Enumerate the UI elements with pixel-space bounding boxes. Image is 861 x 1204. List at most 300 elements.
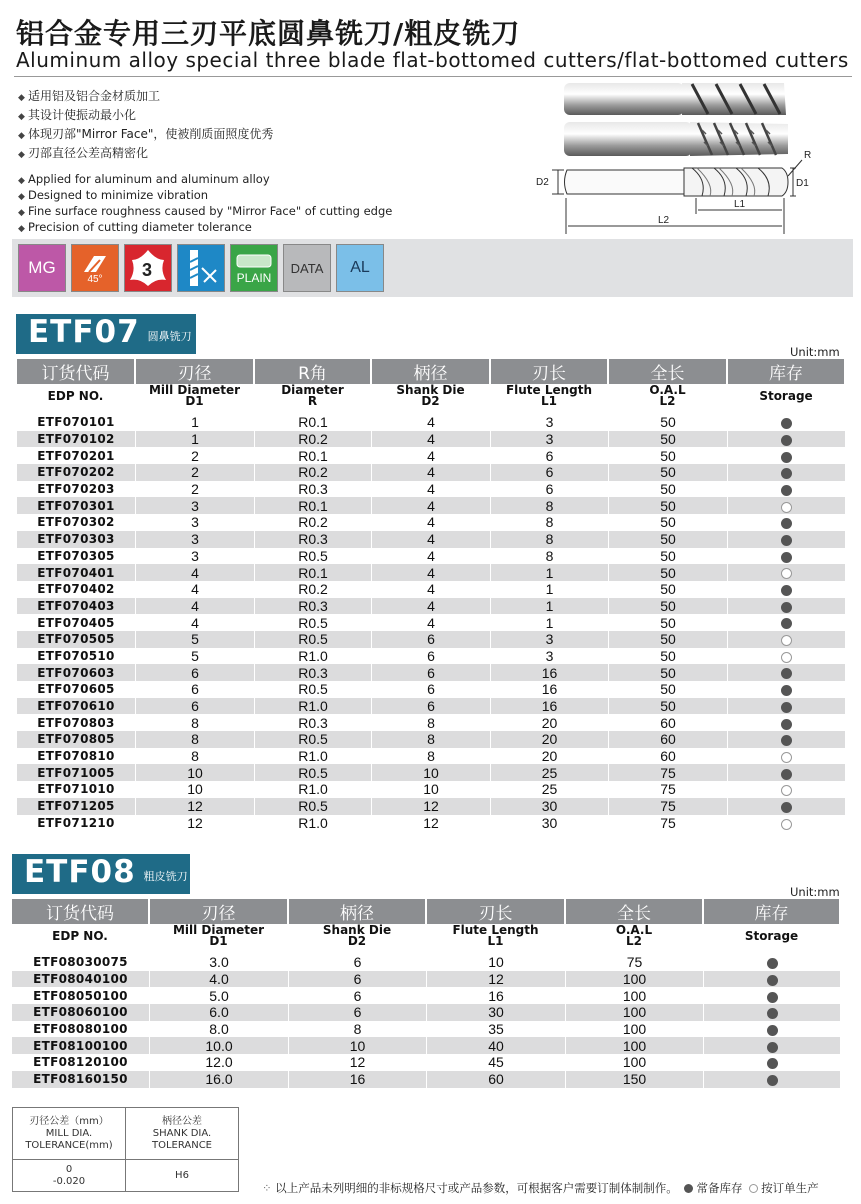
value-cell: 60 bbox=[427, 1071, 566, 1088]
value-cell: 2 bbox=[136, 447, 255, 464]
feature-list bbox=[18, 88, 518, 236]
footer-note: ⁘ 以上产品未列明细的非标规格尺寸或产品参数，可根据客户需要订制体制制作。 常备库存 按订单生产 bbox=[262, 1181, 819, 1195]
edp-cell: ETF08120100 bbox=[12, 1054, 150, 1071]
value-cell: 50 bbox=[609, 648, 728, 665]
value-cell: 4 bbox=[372, 481, 491, 498]
edp-cell: ETF08160150 bbox=[12, 1071, 150, 1088]
header-cn-cell: 柄径 bbox=[289, 899, 427, 924]
edp-cell: ETF070510 bbox=[17, 648, 136, 665]
storage-cell bbox=[728, 681, 846, 698]
table-row bbox=[17, 681, 846, 698]
table-row bbox=[12, 1054, 841, 1071]
in-stock-icon bbox=[767, 1058, 778, 1069]
table-header-cn bbox=[12, 899, 841, 924]
bullet-icon: ◆ bbox=[18, 150, 25, 160]
value-cell: 8 bbox=[372, 748, 491, 765]
value-cell: 1 bbox=[136, 431, 255, 448]
table-row bbox=[12, 987, 841, 1004]
table-row bbox=[17, 447, 846, 464]
storage-cell bbox=[728, 614, 846, 631]
edp-cell: ETF070505 bbox=[17, 631, 136, 648]
value-cell: 4 bbox=[372, 431, 491, 448]
value-cell: 4 bbox=[372, 497, 491, 514]
value-cell: 8 bbox=[136, 714, 255, 731]
etf07-section-line bbox=[16, 352, 196, 354]
header-cn-cell: 库存 bbox=[704, 899, 841, 924]
feature-item-en: ◆ Precision of cutting diameter tolerance bbox=[18, 220, 252, 234]
value-cell: 4 bbox=[372, 548, 491, 565]
etf08-subtitle: 粗皮铣刀 bbox=[143, 871, 188, 883]
header-en-cell: Flute Length L1 bbox=[427, 924, 566, 950]
storage-cell bbox=[728, 564, 846, 581]
made-to-order-icon bbox=[781, 819, 792, 830]
value-cell: 6 bbox=[491, 481, 609, 498]
table-row bbox=[12, 971, 841, 988]
value-cell: 5 bbox=[136, 648, 255, 665]
table-row bbox=[12, 1004, 841, 1021]
value-cell: 12 bbox=[372, 815, 491, 832]
value-cell: 50 bbox=[609, 481, 728, 498]
in-stock-icon bbox=[781, 485, 792, 496]
value-cell: R0.3 bbox=[255, 531, 372, 548]
value-cell: R0.3 bbox=[255, 598, 372, 615]
etf08-section-line bbox=[12, 892, 190, 894]
in-stock-icon bbox=[781, 618, 792, 629]
edp-cell: ETF08040100 bbox=[12, 971, 150, 988]
tolerance-table bbox=[12, 1107, 239, 1192]
edp-cell: ETF070305 bbox=[17, 548, 136, 565]
value-cell: 4 bbox=[372, 581, 491, 598]
table-row bbox=[17, 664, 846, 681]
value-cell: 50 bbox=[609, 514, 728, 531]
in-stock-icon bbox=[767, 1042, 778, 1053]
etf07-subtitle: 圆鼻铣刀 bbox=[147, 331, 192, 343]
value-cell: 10 bbox=[289, 1037, 427, 1054]
value-cell: 25 bbox=[491, 781, 609, 798]
value-cell: 60 bbox=[609, 748, 728, 765]
value-cell: 8 bbox=[289, 1021, 427, 1038]
header-en-cell: O.A.L L2 bbox=[566, 924, 704, 950]
value-cell: 50 bbox=[609, 431, 728, 448]
in-stock-icon bbox=[781, 452, 792, 463]
value-cell: 50 bbox=[609, 698, 728, 715]
in-stock-icon bbox=[781, 602, 792, 613]
in-stock-icon bbox=[767, 992, 778, 1003]
in-stock-icon bbox=[781, 719, 792, 730]
value-cell: 50 bbox=[609, 464, 728, 481]
value-cell: 6 bbox=[289, 971, 427, 988]
value-cell: R0.3 bbox=[255, 714, 372, 731]
value-cell: 16 bbox=[491, 664, 609, 681]
bullet-icon: ◆ bbox=[18, 192, 25, 202]
page-title-en: Aluminum alloy special three blade flat-bottomed cutters/flat-bottomed cutters bbox=[16, 48, 849, 72]
header-cn-cell: R角 bbox=[255, 359, 372, 384]
value-cell: R1.0 bbox=[255, 748, 372, 765]
storage-cell bbox=[728, 764, 846, 781]
edp-cell: ETF070101 bbox=[17, 414, 136, 431]
value-cell: 3 bbox=[491, 648, 609, 665]
value-cell: 50 bbox=[609, 564, 728, 581]
value-cell: 4 bbox=[372, 531, 491, 548]
value-cell: 4 bbox=[136, 581, 255, 598]
edp-cell: ETF08100100 bbox=[12, 1037, 150, 1054]
label-d2: D2 bbox=[536, 177, 549, 188]
value-cell: 50 bbox=[609, 631, 728, 648]
etf08-table bbox=[12, 899, 841, 1088]
value-cell: 50 bbox=[609, 581, 728, 598]
value-cell: R0.5 bbox=[255, 548, 372, 565]
value-cell: 10 bbox=[427, 954, 566, 971]
storage-cell bbox=[728, 481, 846, 498]
in-stock-icon bbox=[781, 518, 792, 529]
edp-cell: ETF070401 bbox=[17, 564, 136, 581]
value-cell: R0.3 bbox=[255, 664, 372, 681]
cutter-photo-upper bbox=[564, 83, 786, 115]
value-cell: 6.0 bbox=[150, 1004, 289, 1021]
storage-cell bbox=[728, 598, 846, 615]
value-cell: 60 bbox=[609, 731, 728, 748]
value-cell: 3 bbox=[491, 431, 609, 448]
in-stock-icon bbox=[781, 435, 792, 446]
property-icon-bar bbox=[12, 239, 853, 297]
value-cell: 8 bbox=[136, 748, 255, 765]
edp-cell: ETF070303 bbox=[17, 531, 136, 548]
value-cell: 8 bbox=[491, 497, 609, 514]
in-stock-icon bbox=[781, 552, 792, 563]
bullet-icon: ◆ bbox=[18, 176, 25, 186]
value-cell: 60 bbox=[609, 714, 728, 731]
in-stock-icon bbox=[767, 958, 778, 969]
storage-cell bbox=[728, 664, 846, 681]
in-stock-icon bbox=[767, 1075, 778, 1086]
value-cell: 50 bbox=[609, 598, 728, 615]
table-row bbox=[17, 497, 846, 514]
shank-tolerance-header: 柄径公差 SHANK DIA. TOLERANCE bbox=[126, 1108, 239, 1160]
value-cell: R0.5 bbox=[255, 731, 372, 748]
header-en-cell: Storage bbox=[704, 924, 841, 950]
table-row bbox=[17, 481, 846, 498]
storage-cell bbox=[728, 731, 846, 748]
in-stock-icon bbox=[781, 685, 792, 696]
bullet-icon: ◆ bbox=[18, 131, 25, 141]
value-cell: R0.5 bbox=[255, 681, 372, 698]
value-cell: R1.0 bbox=[255, 648, 372, 665]
feature-item: ◆ 体现刃部"Mirror Face"，使被削质面照度优秀 bbox=[18, 126, 518, 145]
storage-cell bbox=[728, 815, 846, 832]
cutter-drawing bbox=[532, 80, 854, 236]
table-row bbox=[17, 731, 846, 748]
value-cell: 16 bbox=[427, 987, 566, 1004]
value-cell: 12 bbox=[289, 1054, 427, 1071]
cutter-photo-lower bbox=[564, 122, 788, 156]
header-en-cell: EDP NO. bbox=[17, 384, 136, 410]
value-cell: 30 bbox=[491, 815, 609, 832]
header-en-cell: Flute Length L1 bbox=[491, 384, 609, 410]
value-cell: 4 bbox=[372, 614, 491, 631]
value-cell: R0.1 bbox=[255, 447, 372, 464]
header-cn-cell: 柄径 bbox=[372, 359, 491, 384]
bullet-icon: ◆ bbox=[18, 208, 25, 218]
order-legend-icon bbox=[749, 1184, 758, 1193]
value-cell: 35 bbox=[427, 1021, 566, 1038]
feature-item: ◆ 刃部直径公差高精密化 bbox=[18, 145, 518, 164]
etf08-section-tab bbox=[12, 854, 190, 892]
header-en-cell: Mill Diameter D1 bbox=[150, 924, 289, 950]
edp-cell: ETF071005 bbox=[17, 764, 136, 781]
value-cell: 100 bbox=[566, 1021, 704, 1038]
value-cell: 20 bbox=[491, 748, 609, 765]
cutter-line-drawing bbox=[552, 160, 802, 234]
table-row bbox=[12, 1071, 841, 1088]
edp-cell: ETF070610 bbox=[17, 698, 136, 715]
storage-cell bbox=[728, 531, 846, 548]
table-row bbox=[17, 514, 846, 531]
in-stock-icon bbox=[781, 668, 792, 679]
value-cell: 3 bbox=[136, 497, 255, 514]
etf07-unit: Unit:mm bbox=[790, 345, 840, 359]
edp-cell: ETF071205 bbox=[17, 798, 136, 815]
in-stock-icon bbox=[781, 735, 792, 746]
value-cell: 4 bbox=[372, 598, 491, 615]
value-cell: 6 bbox=[491, 464, 609, 481]
value-cell: 50 bbox=[609, 681, 728, 698]
value-cell: 3.0 bbox=[150, 954, 289, 971]
value-cell: 30 bbox=[491, 798, 609, 815]
storage-cell bbox=[728, 514, 846, 531]
made-to-order-icon bbox=[781, 752, 792, 763]
edp-cell: ETF070803 bbox=[17, 714, 136, 731]
value-cell: 100 bbox=[566, 987, 704, 1004]
value-cell: 100 bbox=[566, 1037, 704, 1054]
edp-cell: ETF070605 bbox=[17, 681, 136, 698]
shank-tolerance-value: H6 bbox=[126, 1160, 239, 1192]
mill-tolerance-header: 刃径公差（mm） MILL DIA. TOLERANCE(mm) bbox=[13, 1108, 126, 1160]
edp-cell: ETF070810 bbox=[17, 748, 136, 765]
feature-item: ◆ 其设计使振动最小化 bbox=[18, 107, 518, 126]
value-cell: 3 bbox=[136, 514, 255, 531]
header-en-cell: Mill Diameter D1 bbox=[136, 384, 255, 410]
value-cell: R0.1 bbox=[255, 564, 372, 581]
header-cn-cell: 订货代码 bbox=[17, 359, 136, 384]
storage-cell bbox=[704, 1004, 841, 1021]
table-row bbox=[17, 748, 846, 765]
in-stock-icon bbox=[781, 585, 792, 596]
shank-icon bbox=[235, 251, 273, 271]
table-header-en bbox=[12, 924, 841, 950]
table-row bbox=[17, 564, 846, 581]
storage-cell bbox=[704, 987, 841, 1004]
made-to-order-icon bbox=[781, 652, 792, 663]
edp-cell: ETF070405 bbox=[17, 614, 136, 631]
edp-cell: ETF070102 bbox=[17, 431, 136, 448]
table-row bbox=[17, 531, 846, 548]
page-title-cn: 铝合金专用三刃平底圆鼻铣刀/粗皮铣刀 bbox=[16, 17, 521, 50]
edp-cell: ETF070805 bbox=[17, 731, 136, 748]
etf07-section-tab bbox=[16, 314, 196, 352]
edp-cell: ETF070403 bbox=[17, 598, 136, 615]
edp-cell: ETF071210 bbox=[17, 815, 136, 832]
header-en-cell: Shank Die D2 bbox=[289, 924, 427, 950]
edp-cell: ETF070301 bbox=[17, 497, 136, 514]
table-row bbox=[17, 414, 846, 431]
value-cell: 10 bbox=[372, 781, 491, 798]
value-cell: 5.0 bbox=[150, 987, 289, 1004]
storage-cell bbox=[728, 798, 846, 815]
edp-cell: ETF070203 bbox=[17, 481, 136, 498]
value-cell: 8 bbox=[491, 548, 609, 565]
header-en-cell: EDP NO. bbox=[12, 924, 150, 950]
value-cell: 6 bbox=[491, 447, 609, 464]
value-cell: 4 bbox=[136, 564, 255, 581]
etf07-table bbox=[17, 359, 846, 831]
value-cell: 16 bbox=[289, 1071, 427, 1088]
storage-cell bbox=[728, 548, 846, 565]
table-row bbox=[17, 815, 846, 832]
value-cell: 6 bbox=[372, 681, 491, 698]
feature-item-en: ◆ Applied for aluminum and aluminum alloy bbox=[18, 172, 270, 186]
value-cell: 75 bbox=[609, 815, 728, 832]
note-icon: ⁘ bbox=[262, 1181, 272, 1195]
value-cell: 40 bbox=[427, 1037, 566, 1054]
storage-cell bbox=[728, 447, 846, 464]
storage-cell bbox=[704, 1054, 841, 1071]
value-cell: 4 bbox=[372, 414, 491, 431]
value-cell: 12 bbox=[136, 798, 255, 815]
value-cell: 45 bbox=[427, 1054, 566, 1071]
table-row bbox=[17, 548, 846, 565]
value-cell: 6 bbox=[372, 698, 491, 715]
value-cell: 50 bbox=[609, 447, 728, 464]
value-cell: 6 bbox=[136, 681, 255, 698]
value-cell: 10 bbox=[136, 781, 255, 798]
storage-cell bbox=[704, 954, 841, 971]
in-stock-icon bbox=[781, 769, 792, 780]
value-cell: 150 bbox=[566, 1071, 704, 1088]
value-cell: 1 bbox=[491, 581, 609, 598]
value-cell: 4.0 bbox=[150, 971, 289, 988]
value-cell: R0.5 bbox=[255, 631, 372, 648]
value-cell: 1 bbox=[491, 564, 609, 581]
value-cell: 50 bbox=[609, 414, 728, 431]
title-divider bbox=[14, 76, 852, 77]
data-icon: DATA bbox=[283, 244, 331, 292]
value-cell: 2 bbox=[136, 464, 255, 481]
header-en-cell: O.A.L L2 bbox=[609, 384, 728, 410]
header-cn-cell: 订货代码 bbox=[12, 899, 150, 924]
value-cell: 20 bbox=[491, 714, 609, 731]
in-stock-icon bbox=[767, 1008, 778, 1019]
table-row bbox=[17, 781, 846, 798]
value-cell: 8 bbox=[136, 731, 255, 748]
table-row bbox=[17, 581, 846, 598]
value-cell: 12 bbox=[427, 971, 566, 988]
storage-cell bbox=[728, 414, 846, 431]
value-cell: 6 bbox=[136, 698, 255, 715]
value-cell: 6 bbox=[372, 648, 491, 665]
value-cell: 6 bbox=[289, 987, 427, 1004]
in-stock-icon bbox=[781, 418, 792, 429]
edp-cell: ETF070402 bbox=[17, 581, 136, 598]
storage-cell bbox=[728, 714, 846, 731]
header-cn-cell: 刃径 bbox=[136, 359, 255, 384]
tool-angle-icon bbox=[80, 252, 110, 274]
edp-cell: ETF08050100 bbox=[12, 987, 150, 1004]
value-cell: 8 bbox=[491, 514, 609, 531]
value-cell: R1.0 bbox=[255, 698, 372, 715]
helix-angle-icon: 45° bbox=[71, 244, 119, 292]
table-header-cn bbox=[17, 359, 846, 384]
value-cell: 75 bbox=[609, 781, 728, 798]
made-to-order-icon bbox=[781, 635, 792, 646]
storage-cell bbox=[728, 464, 846, 481]
bullet-icon: ◆ bbox=[18, 112, 25, 122]
storage-cell bbox=[728, 431, 846, 448]
value-cell: 1 bbox=[136, 414, 255, 431]
flat-end-mill-icon bbox=[177, 244, 225, 292]
header-cn-cell: 库存 bbox=[728, 359, 846, 384]
svg-text:3: 3 bbox=[142, 260, 153, 280]
value-cell: 50 bbox=[609, 664, 728, 681]
storage-cell bbox=[728, 581, 846, 598]
feature-item-en: ◆ Fine surface roughness caused by "Mirror Face" of cutting edge bbox=[18, 204, 393, 218]
header-cn-cell: 刃长 bbox=[427, 899, 566, 924]
value-cell: 100 bbox=[566, 1004, 704, 1021]
table-row bbox=[12, 954, 841, 971]
label-d1: D1 bbox=[796, 178, 809, 189]
value-cell: 75 bbox=[609, 798, 728, 815]
edp-cell: ETF071010 bbox=[17, 781, 136, 798]
edp-cell: ETF070302 bbox=[17, 514, 136, 531]
feature-item: ◆ 适用铝及铝合金材质加工 bbox=[18, 88, 518, 107]
storage-cell bbox=[704, 1071, 841, 1088]
value-cell: R1.0 bbox=[255, 781, 372, 798]
storage-cell bbox=[728, 648, 846, 665]
etf07-code: ETF07 bbox=[28, 314, 140, 350]
value-cell: 8.0 bbox=[150, 1021, 289, 1038]
value-cell: R0.5 bbox=[255, 798, 372, 815]
value-cell: 100 bbox=[566, 971, 704, 988]
table-row bbox=[17, 714, 846, 731]
value-cell: 25 bbox=[491, 764, 609, 781]
table-row bbox=[17, 631, 846, 648]
label-l2: L2 bbox=[658, 215, 670, 226]
value-cell: 3 bbox=[491, 414, 609, 431]
table-row bbox=[17, 431, 846, 448]
stock-legend-icon bbox=[684, 1184, 693, 1193]
header-en-cell: Shank Die D2 bbox=[372, 384, 491, 410]
value-cell: 4 bbox=[136, 598, 255, 615]
value-cell: 4 bbox=[136, 614, 255, 631]
value-cell: 50 bbox=[609, 548, 728, 565]
label-l1: L1 bbox=[734, 199, 746, 210]
value-cell: 3 bbox=[136, 531, 255, 548]
value-cell: 3 bbox=[136, 548, 255, 565]
table-row bbox=[17, 764, 846, 781]
value-cell: 10 bbox=[136, 764, 255, 781]
value-cell: R0.2 bbox=[255, 514, 372, 531]
value-cell: 1 bbox=[491, 614, 609, 631]
value-cell: 3 bbox=[491, 631, 609, 648]
storage-cell bbox=[728, 781, 846, 798]
header-en-cell: Diameter R bbox=[255, 384, 372, 410]
value-cell: 8 bbox=[491, 531, 609, 548]
plain-shank-icon: PLAIN bbox=[230, 244, 278, 292]
value-cell: R0.2 bbox=[255, 431, 372, 448]
value-cell: 10 bbox=[372, 764, 491, 781]
value-cell: 20 bbox=[491, 731, 609, 748]
header-cn-cell: 全长 bbox=[609, 359, 728, 384]
value-cell: 6 bbox=[289, 954, 427, 971]
